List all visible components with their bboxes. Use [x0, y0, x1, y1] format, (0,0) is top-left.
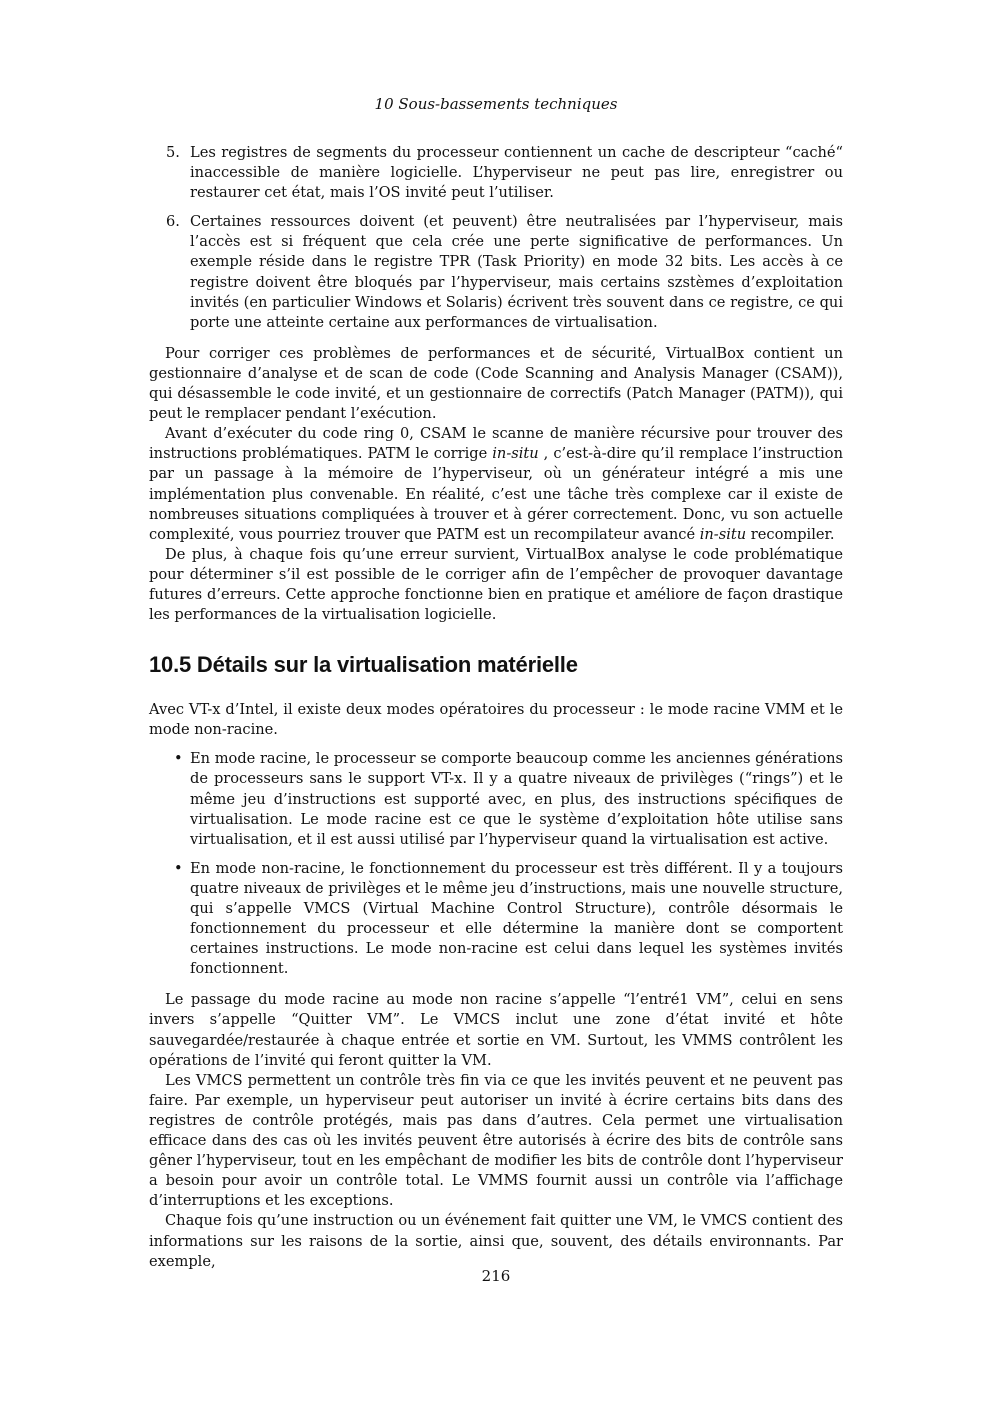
page-body: [149, 143, 843, 1272]
page-number: 216: [481, 1267, 511, 1285]
numbered-list: [149, 143, 843, 333]
paragraph: De plus, à chaque fois qu’une erreur survient, VirtualBox analyse le code problématique pour déterminer s’il est possible de le corriger afin de l’empêcher de provoquer davantage futures d’erreurs. Cette approche fonctionne bien en pratique et améliore de façon drastique les performances de la virtualisation logicielle.: [149, 545, 843, 624]
list-item: [149, 859, 843, 980]
list-item-number: 6.: [166, 213, 180, 231]
list-item: [149, 212, 843, 333]
list-item-text: En mode non-racine, le fonctionnement du processeur est très différent. Il y a toujours quatre niveaux de privilèges et le même jeu d’instructions, mais une nouvelle structure, qui s’appelle VMCS (Virtual Machine Control Structure), contrôle désormais le fonctionnement du processeur et elle détermine la manière dont se comportent certaines instructions. Le mode non-racine est celui dans lequel les systèmes invités fonctionnent.: [190, 859, 843, 978]
list-item: [149, 143, 843, 203]
list-item: [149, 749, 843, 849]
list-item-text: Les registres de segments du processeur contiennent un cache de descripteur “caché“ inaccessible de manière logicielle. L’hyperviseur ne peut pas lire, enregistrer ou restaurer cet état, mais l’OS invité peut l’utiliser.: [190, 144, 843, 202]
bullet-marker: •: [174, 750, 183, 768]
text-run: Avant d’exécuter du code ring 0, CSAM le scanne de manière récursive pour trouver des instructions problématiques. PATM le corrige: [149, 425, 843, 463]
paragraph: Les VMCS permettent un contrôle très fin via ce que les invités peuvent et ne peuvent pas faire. Par exemple, un hyperviseur peut autoriser un invité à écrire certains bits dans des registres de contrôle protégés, mais pas dans d’autres. Cela permet une virtualisation efficace dans des cas où les invités peuvent être autorisés à écrire des bits de contrôle sans gêner l’hyperviseur, tout en les empêchant de modifier les bits de contrôle dont l’hyperviseur a besoin pour avoir un contrôle total. Le VMMS fournit aussi un contrôle via l’affichage d’interruptions et les exceptions.: [149, 1071, 843, 1210]
paragraph: Chaque fois qu’une instruction ou un événement fait quitter une VM, le VMCS contient des informations sur les raisons de la sortie, ainsi que, souvent, des détails environnants. Par exemple,: [149, 1212, 843, 1270]
text-run: recompiler.: [746, 525, 835, 543]
text-run: , c’est-à-dire qu’il remplace l’instruction par un passage à la mémoire de l’hyperviseur, où un générateur intégré a mis une implémentation plus convenable. En réalité, c’est une tâche très complexe car il existe de nombreuses situations compliquées à trouver et à gérer correctement. Donc, vu son actuelle complexité, vous pourriez trouver que PATM est un recompilateur avancé: [149, 445, 843, 543]
running-header: 10 Sous-bassements techniques: [374, 95, 618, 113]
paragraph: Avec VT-x d’Intel, il existe deux modes opératoires du processeur : le mode racine VMM et le mode non-racine.: [149, 701, 843, 739]
section-heading: 10.5 Détails sur la virtualisation matérielle: [149, 652, 578, 678]
bullet-marker: •: [174, 859, 183, 877]
emphasis: in-situ: [492, 445, 539, 463]
paragraph: Pour corriger ces problèmes de performances et de sécurité, VirtualBox contient un gestionnaire d’analyse et de scan de code (Code Scanning and Analysis Manager (CSAM)), qui désassemble le code invité, et un gestionnaire de correctifs (Patch Manager (PATM)), qui peut le remplacer pendant l’exécution.: [149, 344, 843, 423]
list-item-number: 5.: [166, 144, 180, 161]
bullet-list: [149, 749, 843, 979]
emphasis: in-situ: [699, 525, 747, 543]
paragraph: [149, 424, 843, 545]
list-item-text: En mode racine, le processeur se comporte beaucoup comme les anciennes générations de processeurs sans le support VT-x. Il y a quatre niveaux de privilèges (“rings”) et le même jeu d’instructions est supporté avec, en plus, des instructions spécifiques de virtualisation. Le mode racine est ce que le système d’exploitation hôte utilise sans virtualisation, et il est aussi utilisé par l’hyperviseur quand la virtualisation est active.: [190, 750, 843, 848]
paragraph: Le passage du mode racine au mode non racine s’appelle “l’entré1 VM”, celui en sens invers s’appelle “Quitter VM”. Le VMCS inclut une zone d’état invité et hôte sauvegardée/restaurée à chaque entrée et sortie en VM. Surtout, les VMMS contrôlent les opérations de l’invité qui feront quitter la VM.: [149, 991, 843, 1069]
list-item-text: Certaines ressources doivent (et peuvent) être neutralisées par l’hyperviseur, mais l’accès est si fréquent que cela crée une perte significative de performances. Un exemple réside dans le registre TPR (Task Priority) en mode 32 bits. Les accès à ce registre doivent être bloqués par l’hyperviseur, mais certains szstèmes d’exploitation invités (en particulier Windows et Solaris) écrivent très souvent dans ce registre, ce qui porte une atteinte certaine aux performances de virtualisation.: [190, 213, 843, 331]
